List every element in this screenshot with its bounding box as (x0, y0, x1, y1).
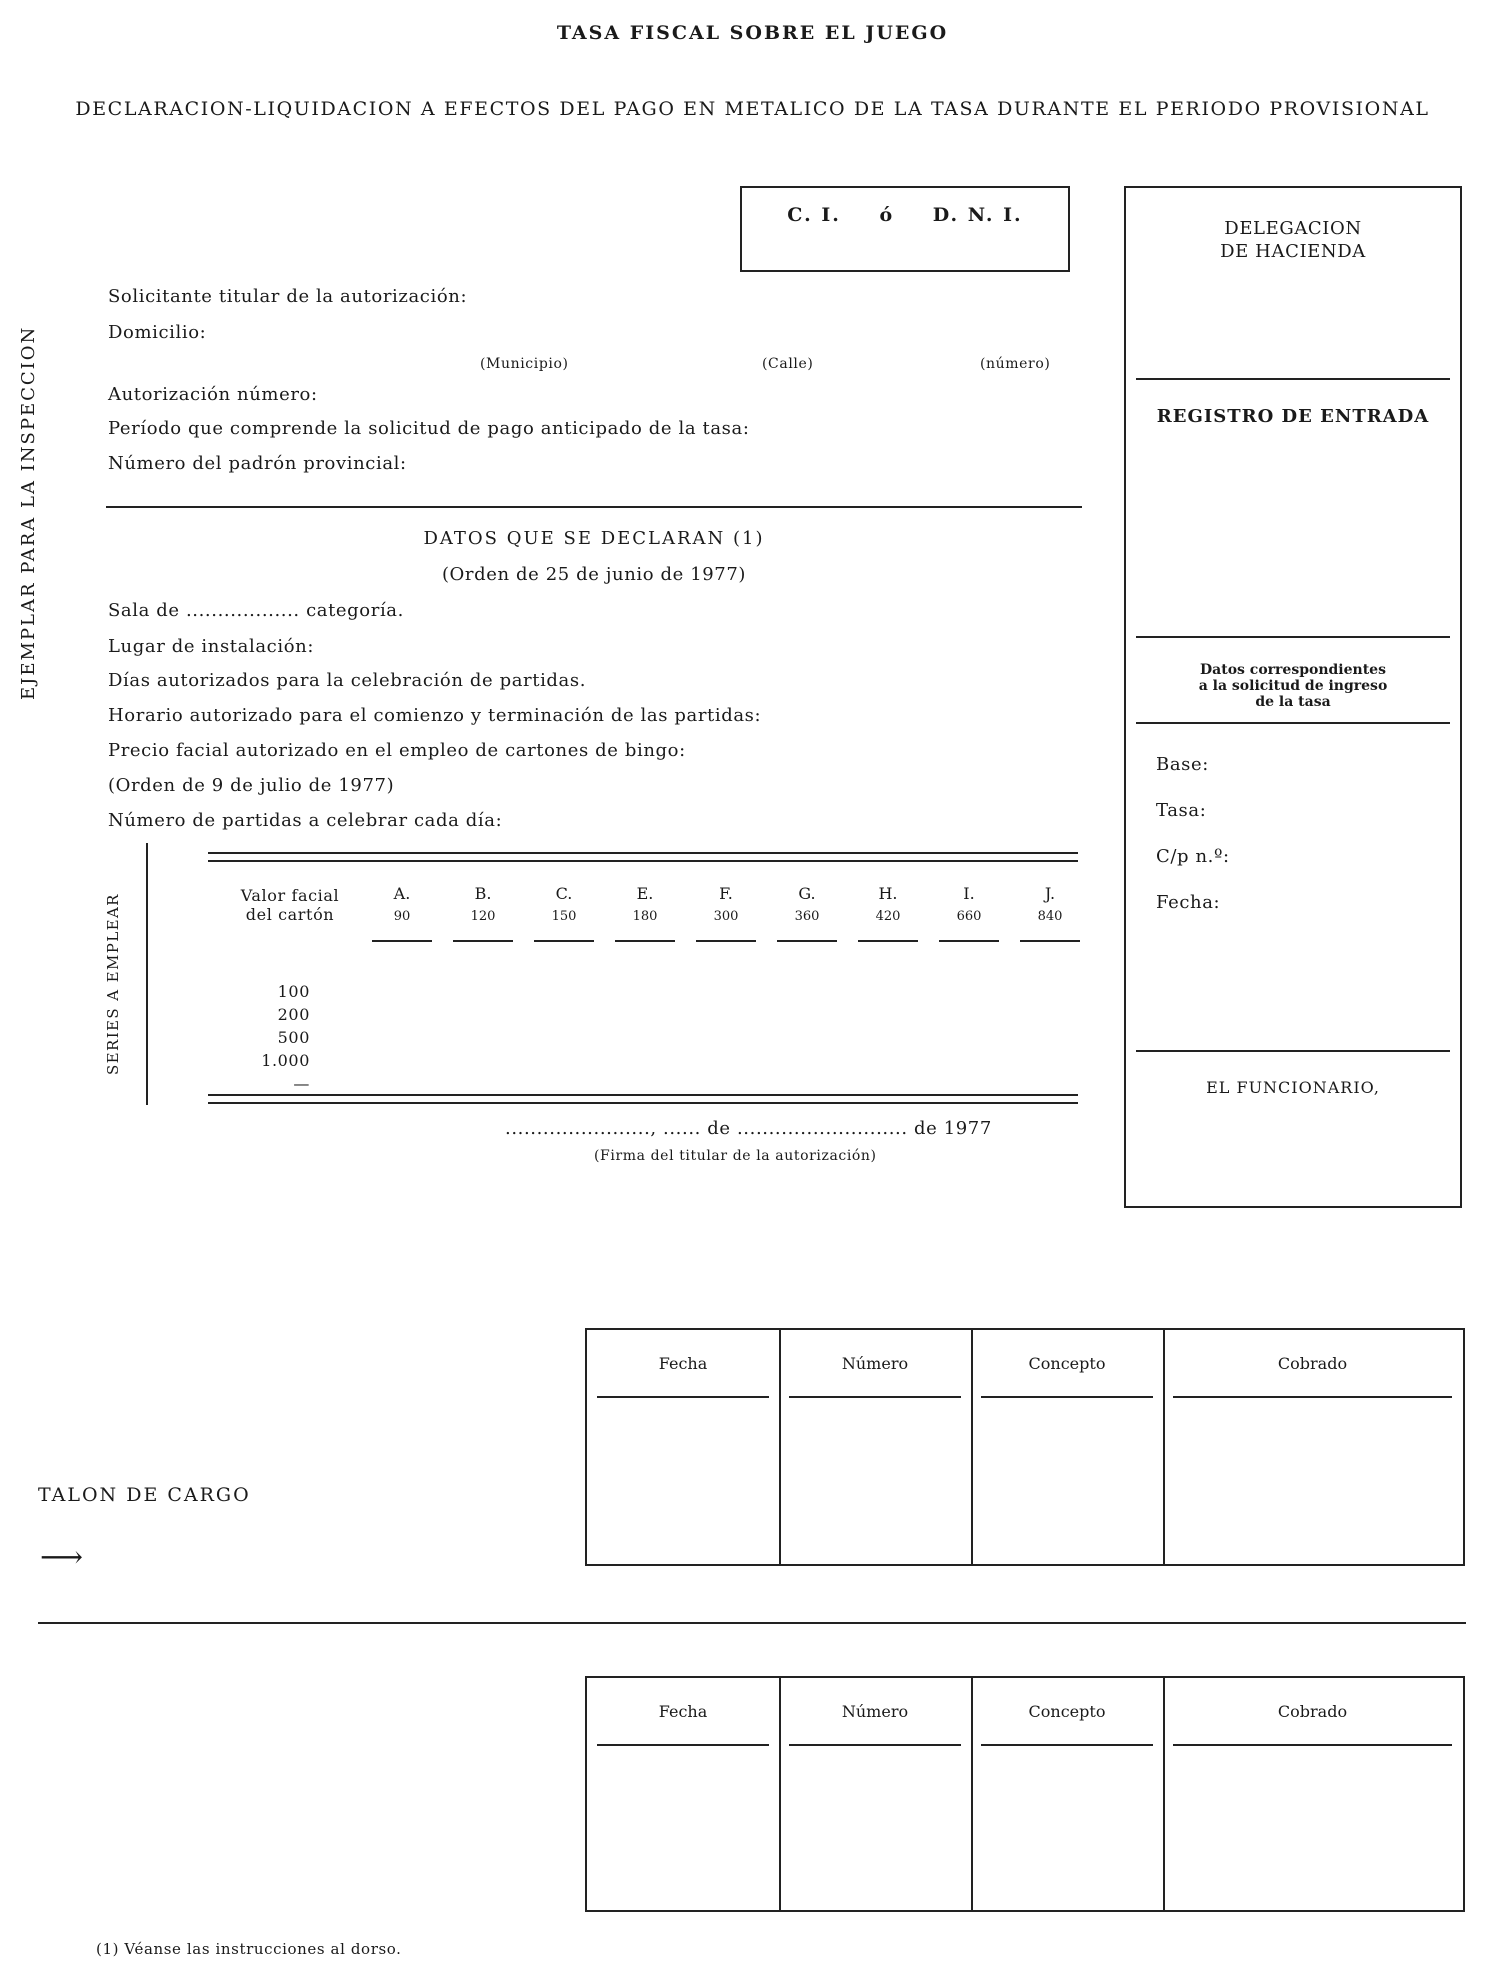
series-column (534, 884, 594, 924)
series-vertical-line (146, 843, 148, 1105)
bottom-grid-header-rule (981, 1744, 1153, 1746)
footnote: (1) Véanse las instrucciones al dorso. (96, 1940, 402, 1958)
column-underline (858, 940, 918, 942)
lugar-field-label: Lugar de instalación: (108, 636, 314, 657)
fecha-label: Fecha: (1156, 892, 1221, 913)
talon-grid-header-rule (981, 1396, 1153, 1398)
column-underline (453, 940, 513, 942)
datos-line3: de la tasa (1255, 694, 1331, 710)
series-top-rule-2 (208, 860, 1078, 862)
padron-field-label: Número del padrón provincial: (108, 453, 407, 474)
bottom-grid-header: Cobrado (1277, 1702, 1348, 1721)
bottom-grid-header-rule (1173, 1744, 1452, 1746)
talon-grid-header: Cobrado (1277, 1354, 1348, 1373)
datos-block (1126, 662, 1460, 710)
horario-field-label: Horario autorizado para el comienzo y terminación de las partidas: (108, 705, 762, 726)
column-underline (615, 940, 675, 942)
datos-line2: a la solicitud de ingreso (1198, 678, 1388, 694)
address-field-label: Domicilio: (108, 322, 207, 343)
bottom-grid-header-rule (597, 1744, 769, 1746)
datos-line1: Datos correspondientes (1200, 662, 1386, 678)
side-label-inspeccion: EJEMPLAR PARA LA INSPECCION (18, 325, 39, 700)
funcionario-label: EL FUNCIONARIO, (1206, 1078, 1380, 1097)
talon-grid-header: Número (841, 1354, 909, 1373)
series-side-label: SERIES A EMPLEAR (104, 893, 122, 1075)
calle-caption: (Calle) (762, 356, 814, 372)
series-column (696, 884, 756, 924)
column-letter: G. (798, 884, 816, 903)
series-column (939, 884, 999, 924)
column-value: 660 (956, 909, 982, 924)
column-value: 360 (794, 909, 820, 924)
holder-field-label: Solicitante titular de la autorización: (108, 286, 468, 307)
id-box[interactable] (740, 186, 1070, 272)
column-underline (372, 940, 432, 942)
series-row-value: 500 (277, 1028, 310, 1047)
column-letter: I. (963, 884, 975, 903)
orden2-label: (Orden de 9 de julio de 1977) (108, 775, 395, 796)
precio-field-label: Precio facial autorizado en el empleo de cartones de bingo: (108, 740, 686, 761)
declared-heading: DATOS QUE SE DECLARAN (1) (423, 528, 765, 549)
document-subtitle: DECLARACION-LIQUIDACION A EFECTOS DEL PAGO EN METALICO DE LA TASA DURANTE EL PERIODO PROVISIONAL (75, 98, 1430, 120)
sala-field-label: Sala de .................. categoría. (108, 600, 404, 621)
series-column (372, 884, 432, 924)
row-header (226, 886, 354, 924)
tasa-label: Tasa: (1156, 800, 1207, 821)
series-column (615, 884, 675, 924)
talon-grid-header: Fecha (658, 1354, 708, 1373)
municipio-caption: (Municipio) (480, 356, 569, 372)
ci-label: C. I. (787, 204, 841, 226)
series-column (1020, 884, 1080, 924)
column-letter: E. (636, 884, 654, 903)
column-letter: F. (719, 884, 733, 903)
column-value: 840 (1037, 909, 1063, 924)
series-column (777, 884, 837, 924)
talon-grid-bottom (585, 1676, 1465, 1912)
delegacion-label: DELEGACION (1224, 218, 1362, 239)
bottom-grid-header: Concepto (1028, 1702, 1106, 1721)
column-value: 90 (393, 909, 411, 924)
document-title: TASA FISCAL SOBRE EL JUEGO (556, 22, 949, 44)
series-bottom-rule-1 (208, 1094, 1078, 1096)
bottom-grid-header: Número (841, 1702, 909, 1721)
registro-label: REGISTRO DE ENTRADA (1156, 406, 1430, 427)
column-value: 300 (713, 909, 739, 924)
panel-rule-2 (1136, 636, 1450, 638)
column-underline (777, 940, 837, 942)
series-bottom-rule-2 (208, 1102, 1078, 1104)
column-value: 420 (875, 909, 901, 924)
row-header-line1: Valor facial (240, 886, 340, 905)
column-underline (939, 940, 999, 942)
bottom-grid-header-rule (789, 1744, 961, 1746)
talon-grid-header-rule (789, 1396, 961, 1398)
talon-grid-header-rule (1173, 1396, 1452, 1398)
column-letter: A. (393, 884, 411, 903)
series-top-rule-1 (208, 852, 1078, 854)
series-column (453, 884, 513, 924)
talon-label: TALON DE CARGO (38, 1484, 251, 1506)
column-underline (1020, 940, 1080, 942)
column-underline (534, 940, 594, 942)
row-header-line2: del cartón (245, 905, 335, 924)
dni-label: D. N. I. (932, 204, 1023, 226)
talon-grid-top (585, 1328, 1465, 1566)
panel-rule-1 (1136, 378, 1450, 380)
cp-label: C/p n.º: (1156, 846, 1230, 867)
column-letter: B. (474, 884, 492, 903)
column-underline (696, 940, 756, 942)
bottom-grid-bottom-border (587, 1910, 1463, 1912)
column-letter: J. (1044, 884, 1056, 903)
talon-grid-bottom-border (587, 1564, 1463, 1566)
series-row-value: — (293, 1074, 310, 1093)
section-divider (106, 506, 1082, 508)
cut-line (38, 1622, 1466, 1624)
hacienda-label: DE HACIENDA (1220, 241, 1366, 262)
signature-caption: (Firma del titular de la autorización) (594, 1148, 877, 1164)
arrow-icon: ⟶ (40, 1540, 84, 1575)
series-row-value: 1.000 (261, 1051, 310, 1070)
panel-rule-3 (1136, 722, 1450, 724)
column-value: 120 (470, 909, 496, 924)
column-letter: C. (555, 884, 573, 903)
authorization-field-label: Autorización número: (108, 384, 318, 405)
bottom-grid-header: Fecha (658, 1702, 708, 1721)
base-label: Base: (1156, 754, 1209, 775)
column-value: 180 (632, 909, 658, 924)
numero-partidas-label: Número de partidas a celebrar cada día: (108, 810, 503, 831)
panel-rule-4 (1136, 1050, 1450, 1052)
column-value: 150 (551, 909, 577, 924)
period-field-label: Período que comprende la solicitud de pago anticipado de la tasa: (108, 418, 750, 439)
series-column (858, 884, 918, 924)
declared-order: (Orden de 25 de junio de 1977) (441, 564, 747, 585)
dias-field-label: Días autorizados para la celebración de partidas. (108, 670, 587, 691)
bottom-grid-top-border (587, 1676, 1463, 1678)
numero-caption: (número) (980, 356, 1051, 372)
talon-grid-header: Concepto (1028, 1354, 1106, 1373)
talon-grid-top-border (587, 1328, 1463, 1330)
series-row-value: 100 (277, 982, 310, 1001)
hacienda-panel (1124, 186, 1462, 1208)
signature-line[interactable]: ......................., ...... de ........................... de 1977 (505, 1118, 992, 1139)
series-row-value: 200 (277, 1005, 310, 1024)
column-letter: H. (878, 884, 898, 903)
o-label: ó (879, 204, 895, 226)
talon-grid-header-rule (597, 1396, 769, 1398)
